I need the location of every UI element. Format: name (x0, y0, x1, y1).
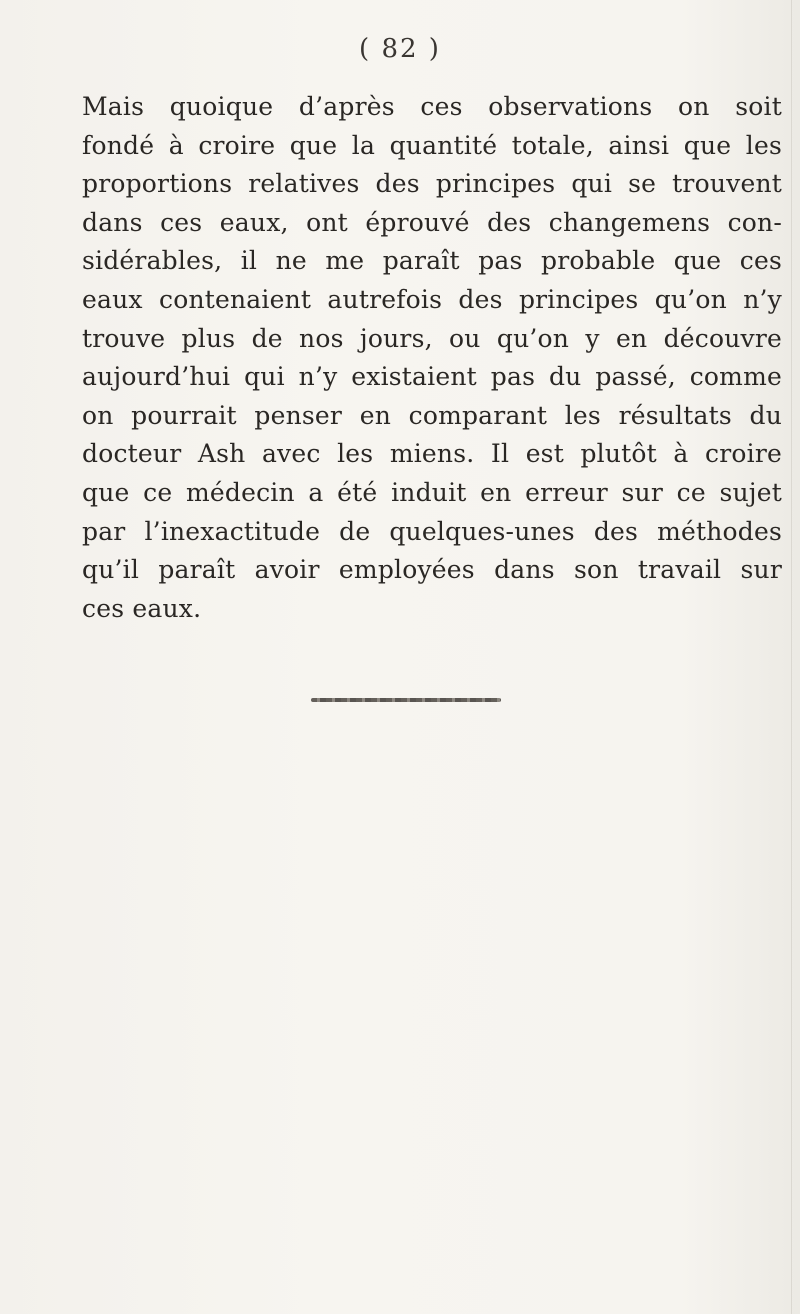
text-line: par l’inexactitude de quelques-unes des méthodes (82, 516, 782, 546)
text-line: aujourd’hui qui n’y existaient pas du passé, comme (82, 362, 782, 392)
ornamental-rule (311, 698, 501, 702)
body-paragraph (82, 88, 782, 628)
text-line: fondé à croire que la quantité totale, ainsi que les (82, 130, 782, 160)
text-line: qu’il paraît avoir employées dans son travail sur (82, 555, 782, 585)
text-line: dans ces eaux, ont éprouvé des changemens con- (82, 207, 782, 237)
text-line-last: ces eaux. (82, 593, 202, 623)
text-line: docteur Ash avec les miens. Il est plutôt à croire (82, 439, 782, 469)
text-line: trouve plus de nos jours, ou qu’on y en découvre (82, 323, 782, 353)
text-line: proportions relatives des principes qui se trouvent (82, 169, 782, 199)
text-line: sidérables, il ne me paraît pas probable que ces (82, 246, 782, 276)
page-edge (791, 0, 792, 1314)
text-line: on pourrait penser en comparant les résultats du (82, 400, 782, 430)
page-number: ( 82 ) (359, 34, 441, 64)
text-line: eaux contenaient autrefois des principes qu’on n’y (82, 284, 782, 314)
text-line: que ce médecin a été induit en erreur sur ce sujet (82, 477, 782, 507)
text-line: Mais quoique d’après ces observations on soit (82, 92, 782, 121)
